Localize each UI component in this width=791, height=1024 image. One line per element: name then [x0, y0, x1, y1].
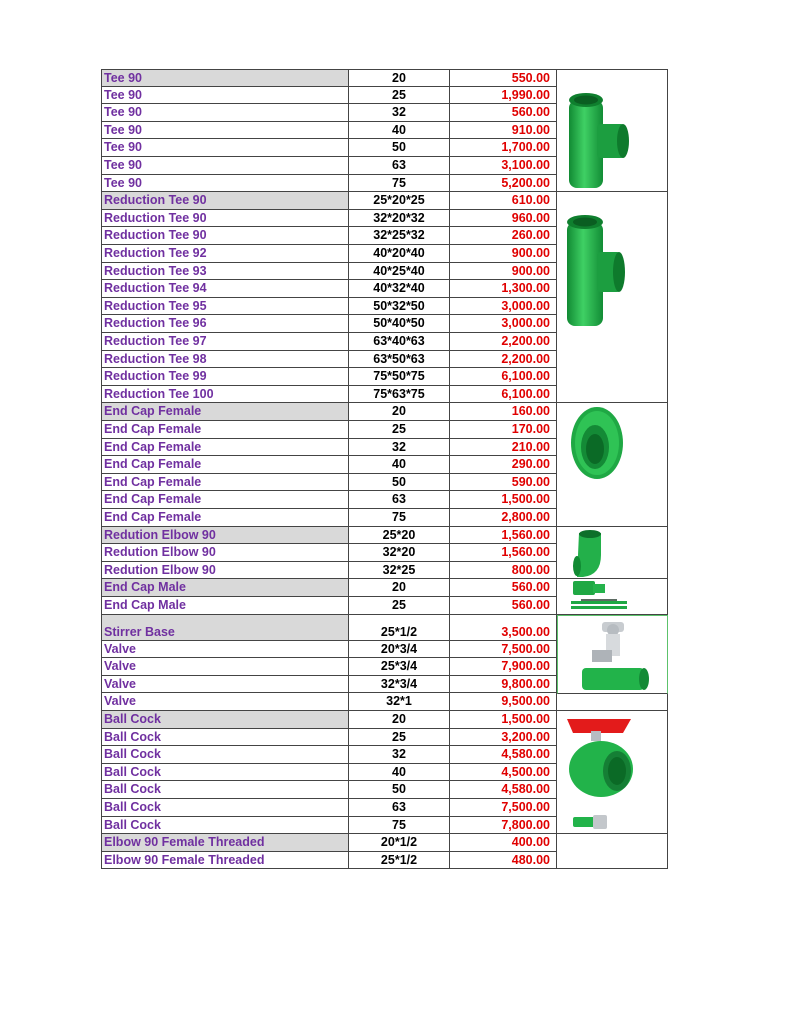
product-size: 40 [349, 764, 449, 782]
product-size: 20*3/4 [349, 641, 449, 659]
product-size: 32*20 [349, 544, 449, 562]
product-name: End Cap Female [101, 403, 349, 421]
product-price: 590.00 [449, 474, 557, 492]
product-price: 5,200.00 [449, 175, 557, 193]
product-price: 7,800.00 [449, 817, 557, 835]
product-price: 560.00 [449, 597, 557, 615]
image-cell-ball-cock [557, 711, 668, 834]
product-size: 25 [349, 421, 449, 439]
product-name: End Cap Male [101, 597, 349, 615]
image-cell-end-cap-female [557, 403, 668, 526]
product-size: 25*1/2 [349, 615, 449, 641]
product-price: 9,500.00 [449, 693, 557, 711]
product-price: 2,200.00 [449, 351, 557, 369]
ball-cock-icon [557, 711, 668, 834]
product-price: 1,500.00 [449, 711, 557, 729]
product-size: 20*1/2 [349, 834, 449, 852]
product-size: 50*32*50 [349, 298, 449, 316]
product-name: Elbow 90 Female Threaded [101, 852, 349, 870]
product-name: Tee 90 [101, 122, 349, 140]
product-size: 32*25*32 [349, 227, 449, 245]
product-price: 290.00 [449, 456, 557, 474]
product-size: 63 [349, 157, 449, 175]
product-size: 63 [349, 491, 449, 509]
product-size: 32 [349, 104, 449, 122]
product-name: Reduction Tee 90 [101, 227, 349, 245]
product-name: End Cap Female [101, 491, 349, 509]
product-name: End Cap Female [101, 474, 349, 492]
elbow-icon [557, 527, 668, 580]
product-price: 560.00 [449, 104, 557, 122]
product-price: 9,800.00 [449, 676, 557, 694]
product-price: 480.00 [449, 852, 557, 870]
product-price: 1,700.00 [449, 139, 557, 157]
product-price: 260.00 [449, 227, 557, 245]
tee-fitting-icon [557, 70, 668, 193]
product-size: 40*32*40 [349, 280, 449, 298]
image-cell-valve [557, 694, 668, 711]
product-name: Ball Cock [101, 711, 349, 729]
product-name: End Cap Female [101, 456, 349, 474]
product-price: 7,500.00 [449, 641, 557, 659]
product-name: End Cap Female [101, 439, 349, 457]
product-price: 1,560.00 [449, 527, 557, 545]
product-name: Ball Cock [101, 764, 349, 782]
product-name: Tee 90 [101, 175, 349, 193]
product-size: 50 [349, 474, 449, 492]
product-price: 210.00 [449, 439, 557, 457]
product-price: 160.00 [449, 403, 557, 421]
product-name: Tee 90 [101, 104, 349, 122]
product-price: 6,100.00 [449, 386, 557, 404]
product-price: 800.00 [449, 562, 557, 580]
reduction-tee-icon [557, 192, 668, 403]
product-name: Valve [101, 658, 349, 676]
product-size: 32*20*32 [349, 210, 449, 228]
product-price: 1,560.00 [449, 544, 557, 562]
product-size: 20 [349, 711, 449, 729]
product-price: 7,500.00 [449, 799, 557, 817]
product-size: 75*50*75 [349, 368, 449, 386]
end-cap-female-icon [557, 403, 668, 526]
product-name: Ball Cock [101, 746, 349, 764]
image-cell-reduction-tee [557, 192, 668, 403]
product-name: Elbow 90 Female Threaded [101, 834, 349, 852]
product-size: 75 [349, 175, 449, 193]
product-price: 7,900.00 [449, 658, 557, 676]
product-price: 4,500.00 [449, 764, 557, 782]
product-name: Reduction Tee 96 [101, 315, 349, 333]
product-name: Tee 90 [101, 69, 349, 87]
product-price: 900.00 [449, 245, 557, 263]
product-price: 560.00 [449, 579, 557, 597]
product-size: 50 [349, 781, 449, 799]
product-size: 32*1 [349, 693, 449, 711]
product-name: Reduction Tee 92 [101, 245, 349, 263]
product-price: 610.00 [449, 192, 557, 210]
product-price: 3,000.00 [449, 315, 557, 333]
product-price: 3,000.00 [449, 298, 557, 316]
image-cell-tee [557, 69, 668, 192]
product-name: Reduction Tee 99 [101, 368, 349, 386]
product-price: 4,580.00 [449, 746, 557, 764]
product-size: 25 [349, 729, 449, 747]
product-price: 4,580.00 [449, 781, 557, 799]
product-price: 3,100.00 [449, 157, 557, 175]
product-name: Redution Elbow 90 [101, 562, 349, 580]
product-name: Reduction Tee 93 [101, 263, 349, 281]
image-cell-elbow-threaded [557, 834, 668, 869]
product-name: Ball Cock [101, 781, 349, 799]
product-size: 32 [349, 439, 449, 457]
product-name: End Cap Male [101, 579, 349, 597]
product-price: 1,500.00 [449, 491, 557, 509]
product-name: Valve [101, 693, 349, 711]
product-price: 910.00 [449, 122, 557, 140]
product-size: 40*20*40 [349, 245, 449, 263]
product-price: 550.00 [449, 69, 557, 87]
product-name: Valve [101, 676, 349, 694]
product-name: Valve [101, 641, 349, 659]
product-name: Redution Elbow 90 [101, 527, 349, 545]
product-name: End Cap Female [101, 421, 349, 439]
product-size: 40 [349, 122, 449, 140]
image-cell-stirrer-base [557, 615, 668, 695]
product-size: 75 [349, 817, 449, 835]
product-name: Tee 90 [101, 87, 349, 105]
product-size: 25 [349, 87, 449, 105]
product-size: 20 [349, 579, 449, 597]
product-size: 20 [349, 403, 449, 421]
elbow-threaded-icon [557, 834, 668, 869]
product-size: 25*1/2 [349, 852, 449, 870]
product-name: Ball Cock [101, 729, 349, 747]
product-name: Reduction Tee 100 [101, 386, 349, 404]
product-name: Ball Cock [101, 817, 349, 835]
product-price: 6,100.00 [449, 368, 557, 386]
product-name: Reduction Tee 90 [101, 210, 349, 228]
product-size: 50 [349, 139, 449, 157]
product-size: 63*40*63 [349, 333, 449, 351]
product-price: 960.00 [449, 210, 557, 228]
valve-icon [557, 694, 668, 711]
product-size: 40*25*40 [349, 263, 449, 281]
product-name: Reduction Tee 97 [101, 333, 349, 351]
product-price: 400.00 [449, 834, 557, 852]
product-name: Reduction Tee 94 [101, 280, 349, 298]
product-price: 170.00 [449, 421, 557, 439]
product-price: 1,990.00 [449, 87, 557, 105]
product-price: 3,500.00 [449, 615, 557, 641]
product-size: 32 [349, 746, 449, 764]
product-name: Tee 90 [101, 139, 349, 157]
product-size: 20 [349, 69, 449, 87]
end-cap-male-icon [557, 579, 668, 614]
product-name: Stirrer Base [101, 615, 349, 641]
product-price: 3,200.00 [449, 729, 557, 747]
product-size: 50*40*50 [349, 315, 449, 333]
product-name: Redution Elbow 90 [101, 544, 349, 562]
product-size: 25*20 [349, 527, 449, 545]
image-cell-end-cap-male [557, 579, 668, 614]
product-price: 1,300.00 [449, 280, 557, 298]
product-size: 40 [349, 456, 449, 474]
image-cell-elbow [557, 527, 668, 580]
stirrer-base-icon [558, 616, 669, 696]
product-name: Tee 90 [101, 157, 349, 175]
product-name: Reduction Tee 90 [101, 192, 349, 210]
product-size: 25*20*25 [349, 192, 449, 210]
product-size: 32*3/4 [349, 676, 449, 694]
product-size: 63 [349, 799, 449, 817]
product-price: 900.00 [449, 263, 557, 281]
product-size: 25*3/4 [349, 658, 449, 676]
product-size: 25 [349, 597, 449, 615]
product-size: 32*25 [349, 562, 449, 580]
product-name: Reduction Tee 95 [101, 298, 349, 316]
product-price: 2,800.00 [449, 509, 557, 527]
product-size: 63*50*63 [349, 351, 449, 369]
product-size: 75 [349, 509, 449, 527]
product-name: Reduction Tee 98 [101, 351, 349, 369]
product-size: 75*63*75 [349, 386, 449, 404]
product-price: 2,200.00 [449, 333, 557, 351]
product-name: End Cap Female [101, 509, 349, 527]
product-name: Ball Cock [101, 799, 349, 817]
